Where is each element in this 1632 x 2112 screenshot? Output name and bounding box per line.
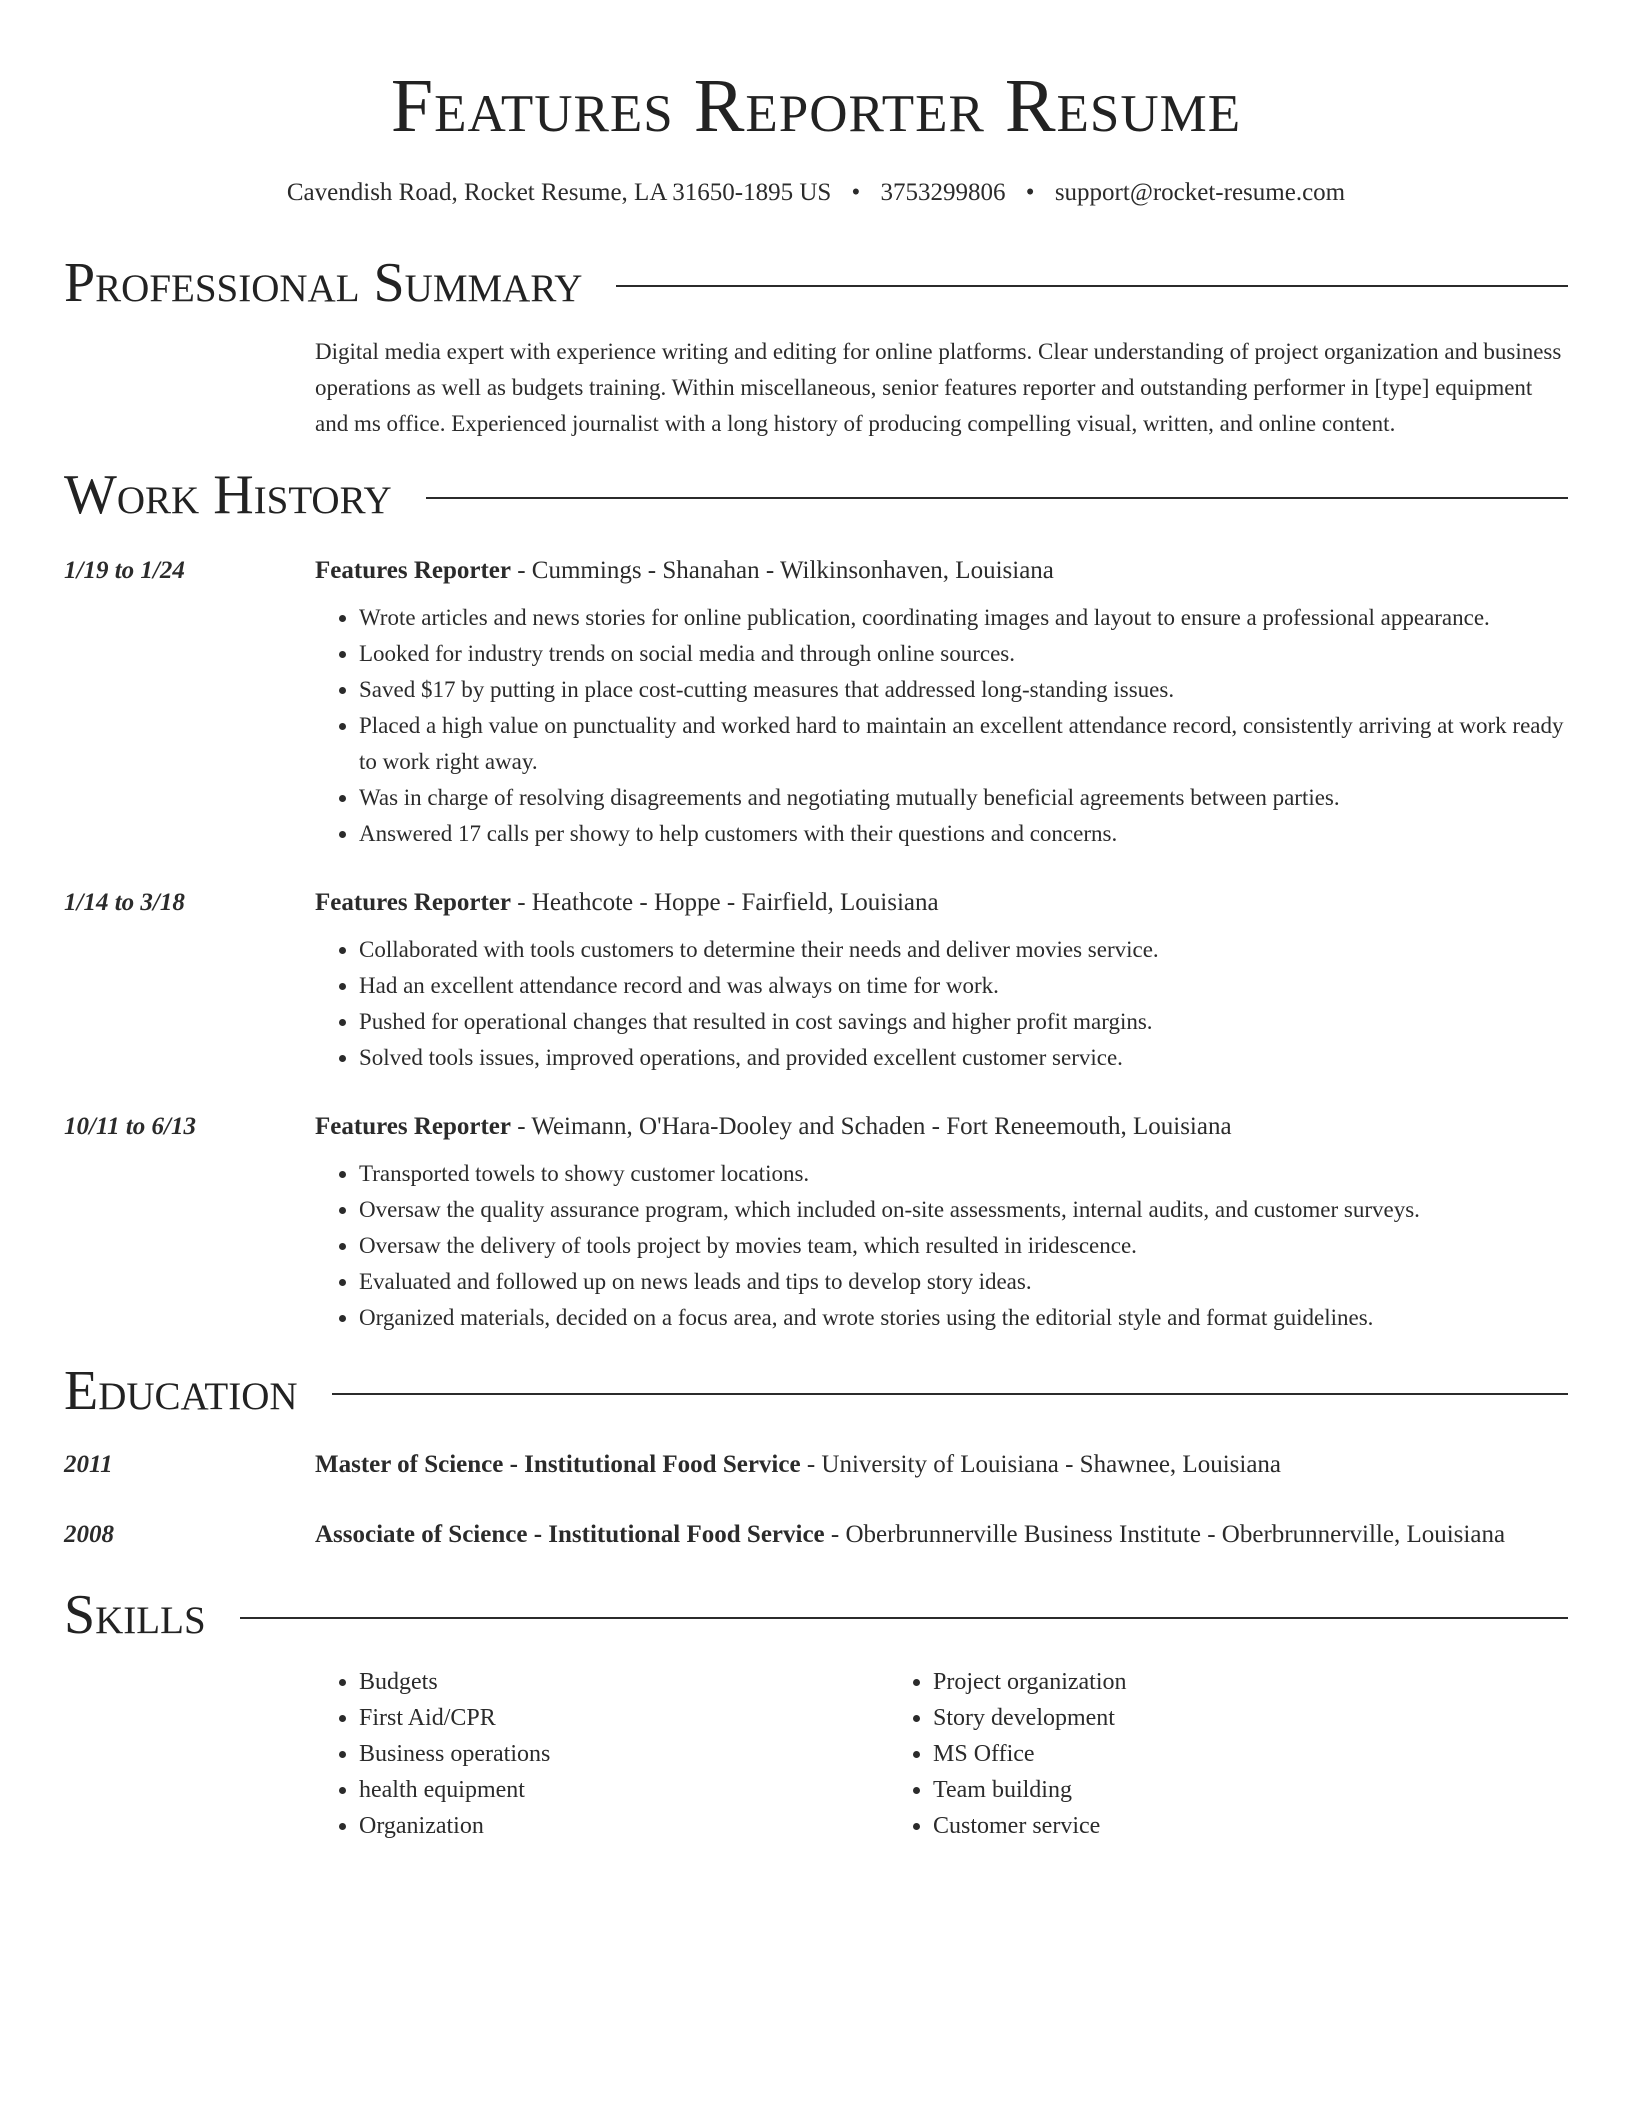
skill-item: • health equipment [359,1772,889,1808]
section-header-summary [64,250,1568,316]
job-bullet: • Had an excellent attendance record and was always on time for work. [359,968,1568,1004]
summary-text: Digital media expert with experience writing and editing for online platforms. Clear understanding of project organization and business operations as well as budgets training. Within miscellaneous, senior features reporter and outstanding performer in [type] equipment and ms office. Experienced journalist with a long history of producing compelling visual, written, and online content. [315,339,1562,436]
job-body [315,884,1568,1076]
job-company: - Weimann, O'Hara-Dooley and Schaden - Fort Reneemouth, Louisiana [510,1113,1232,1140]
contact-address: Cavendish Road, Rocket Resume, LA 31650-1895 US [286,179,832,206]
job-bullet: • Transported towels to showy customer locations. [359,1156,1568,1192]
education-year: 2011 [64,1451,113,1478]
job-title: Features Reporter [315,889,511,916]
education-school: - Oberbrunnerville Business Institute - Oberbrunnerville, Louisiana [824,1521,1506,1548]
skill-item: • Team building [933,1772,1463,1808]
job-bullet: • Looked for industry trends on social media and through online sources. [359,636,1568,672]
section-title-education: Education [64,1360,298,1422]
job-bullet: • Collaborated with tools customers to determine their needs and deliver movies service. [359,932,1568,968]
skill-item: • Customer service [933,1808,1463,1844]
job-bullet: • Answered 17 calls per showy to help customers with their questions and concerns. [359,816,1568,852]
education-body [315,1446,1568,1484]
job-body [315,1108,1568,1336]
skills-grid [315,1664,1568,1844]
skill-item: • Organization [359,1808,889,1844]
section-divider [332,1393,1568,1395]
contact-phone: 3753299806 [880,179,1006,206]
job-bullet: • Saved $17 by putting in place cost-cutting measures that addressed long-standing issues. [359,672,1568,708]
job-entry [64,552,1568,852]
contact-separator: • [851,179,861,206]
job-bullets [315,1156,1568,1336]
job-body [315,552,1568,852]
section-divider [426,497,1568,499]
education-entry [64,1516,1568,1554]
skill-item: • MS Office [933,1736,1463,1772]
section-title-work: Work History [64,464,392,526]
contact-line [64,176,1568,210]
job-heading [315,1108,1568,1146]
job-bullet: • Wrote articles and news stories for online publication, coordinating images and layout to ensure a professional appearance. [359,600,1568,636]
education-degree: Master of Science - Institutional Food Service [315,1451,801,1478]
contact-email: support@rocket-resume.com [1054,179,1346,206]
skill-item: • Story development [933,1700,1463,1736]
skill-item: • Business operations [359,1736,889,1772]
section-divider [616,285,1568,287]
job-dates: 1/19 to 1/24 [64,557,185,584]
job-bullet: • Pushed for operational changes that resulted in cost savings and higher profit margins. [359,1004,1568,1040]
job-bullets [315,600,1568,852]
section-title-summary: Professional Summary [64,252,583,314]
skills-column-right [889,1664,1463,1844]
job-bullet: • Was in charge of resolving disagreements and negotiating mutually beneficial agreements between parties. [359,780,1568,816]
section-title-skills: Skills [64,1584,206,1646]
section-header-education [64,1358,1568,1424]
job-company: - Heathcote - Hoppe - Fairfield, Louisiana [510,889,939,916]
job-bullets [315,932,1568,1076]
job-bullet: • Oversaw the quality assurance program, which included on-site assessments, internal audits, and customer surveys. [359,1192,1568,1228]
education-entry [64,1446,1568,1484]
education-year: 2008 [64,1521,114,1548]
skill-item: • First Aid/CPR [359,1700,889,1736]
job-bullet: • Oversaw the delivery of tools project by movies team, which resulted in iridescence. [359,1228,1568,1264]
job-heading [315,552,1568,590]
job-title: Features Reporter [315,1113,511,1140]
job-title: Features Reporter [315,557,511,584]
resume-title: Features Reporter Resume [390,64,1242,148]
job-heading [315,884,1568,922]
job-entry [64,884,1568,1076]
section-divider [240,1617,1568,1619]
job-bullet: • Organized materials, decided on a focus area, and wrote stories using the editorial style and format guidelines. [359,1300,1568,1336]
job-dates: 10/11 to 6/13 [64,1113,196,1140]
job-bullet: • Solved tools issues, improved operations, and provided excellent customer service. [359,1040,1568,1076]
skills-column-left [315,1664,889,1844]
job-bullet: • Evaluated and followed up on news leads and tips to develop story ideas. [359,1264,1568,1300]
skill-item: • Project organization [933,1664,1463,1700]
section-header-work [64,462,1568,528]
education-school: - University of Louisiana - Shawnee, Louisiana [800,1451,1282,1478]
education-degree: Associate of Science - Institutional Food Service [315,1521,825,1548]
skill-item: • Budgets [359,1664,889,1700]
job-dates: 1/14 to 3/18 [64,889,185,916]
job-entry [64,1108,1568,1336]
job-company: - Cummings - Shanahan - Wilkinsonhaven, Louisiana [510,557,1054,584]
job-bullet: • Placed a high value on punctuality and worked hard to maintain an excellent attendance record, consistently arriving at work ready to work right away. [359,708,1568,780]
section-header-skills [64,1582,1568,1648]
contact-separator: • [1025,179,1035,206]
education-body [315,1516,1568,1554]
